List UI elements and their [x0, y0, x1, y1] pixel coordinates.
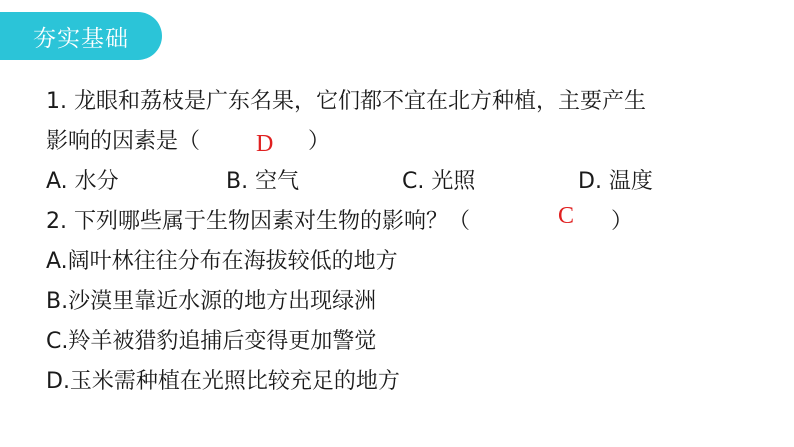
q2-stem-suffix: ）: [611, 209, 634, 234]
question-content: [46, 82, 776, 402]
q2-option-d: D.玉米需种植在光照比较充足的地方: [46, 369, 400, 394]
q1-option-c: C. 光照: [402, 169, 476, 194]
q1-options: [46, 162, 776, 202]
q1-stem-suffix: ）: [308, 129, 331, 154]
q2-option-a: A.阔叶林往往分布在海拔较低的地方: [46, 249, 398, 274]
q2-option-b: B.沙漠里靠近水源的地方出现绿洲: [46, 289, 377, 314]
q2-option-c: C.羚羊被猎豹追捕后变得更加警觉: [46, 329, 377, 354]
q1-option-d: D. 温度: [578, 169, 653, 194]
q1-option-a: A. 水分: [46, 169, 119, 194]
q1-option-b: B. 空气: [226, 169, 300, 194]
section-badge: [0, 12, 162, 60]
section-badge-label: 夯实基础: [33, 25, 129, 52]
q1-stem-line2: [46, 122, 776, 162]
q1-answer: D: [256, 131, 274, 157]
q1-stem-line1: 1. 龙眼和荔枝是广东名果，它们都不宜在北方种植，主要产生: [46, 89, 646, 114]
q2-stem: [46, 202, 776, 242]
q2-answer: C: [558, 203, 575, 229]
q2-stem-prefix: 2. 下列哪些属于生物因素对生物的影响？（: [46, 209, 470, 234]
q1-stem-prefix: 影响的因素是（: [46, 129, 201, 154]
